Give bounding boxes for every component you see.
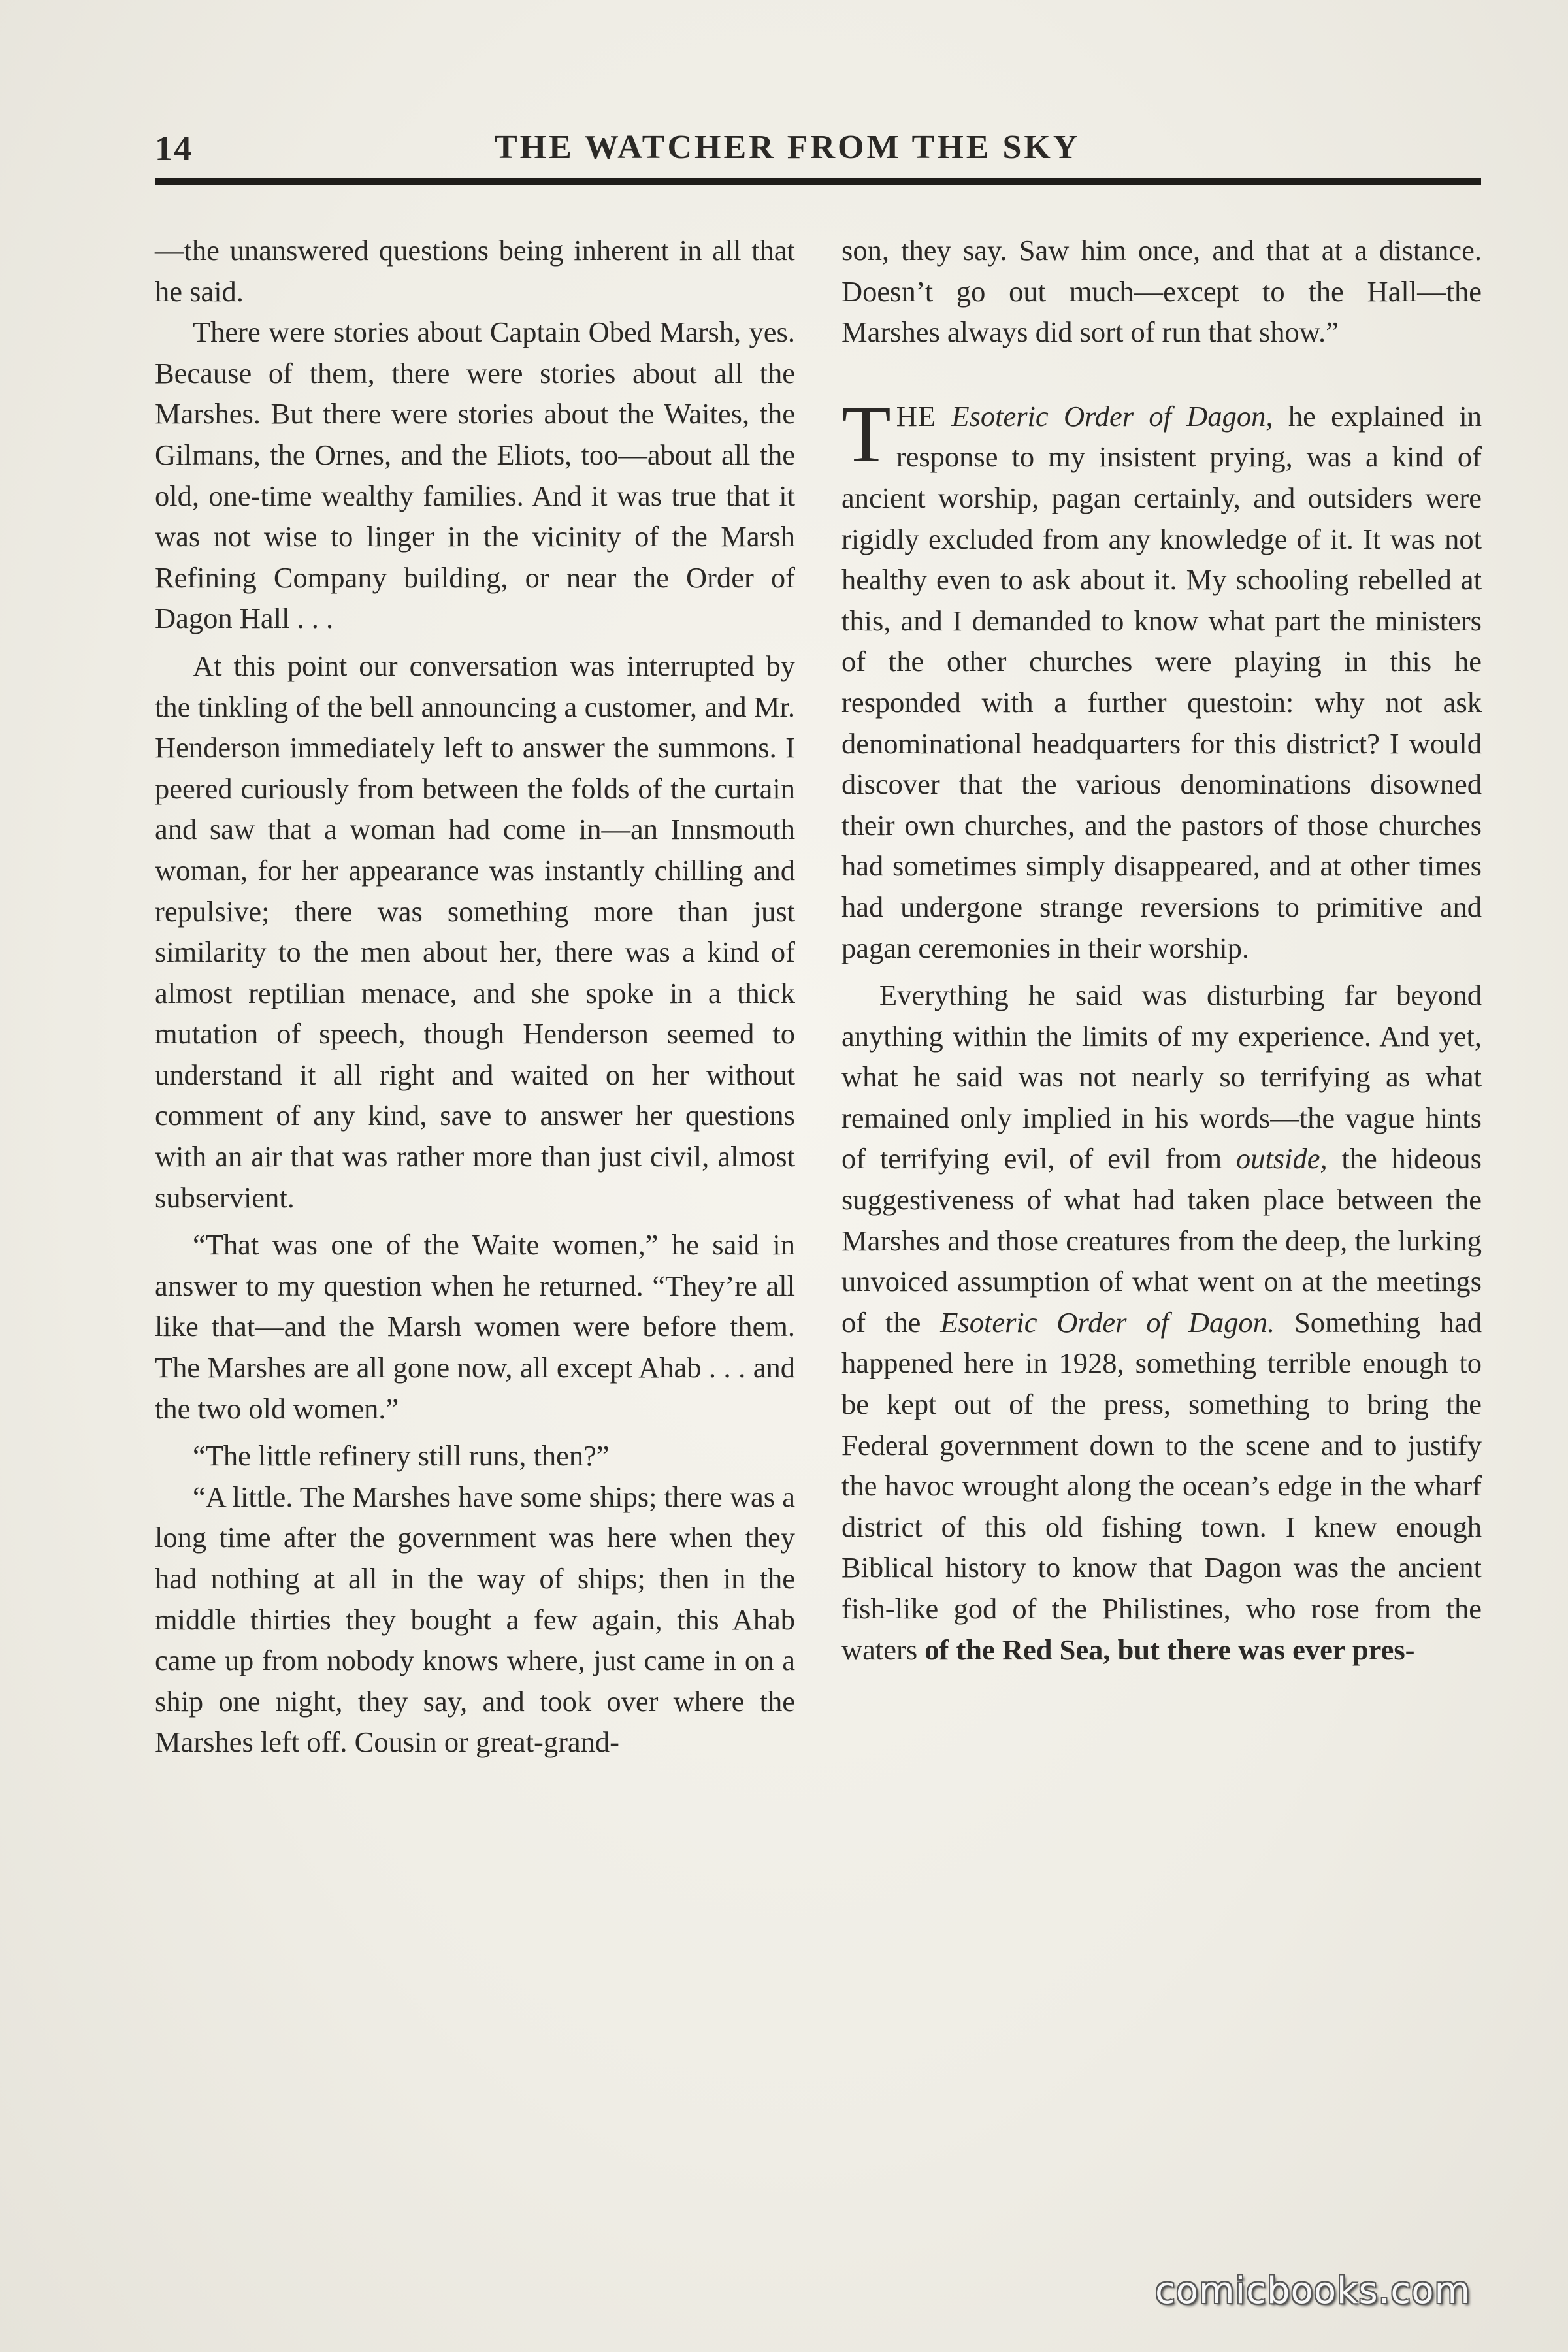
italic-text: outside,	[1235, 1142, 1328, 1175]
paragraph: “The little refinery still runs, then?”	[193, 1439, 610, 1473]
paragraph-text: the hideous suggestiveness of what had taken place between the Marshes and those creatures from the deep, the lurking unvoiced assumption of what went on at the meetings of the	[841, 1142, 1482, 1339]
watermark: comicbooks.com	[1155, 2270, 1471, 2312]
paragraph: “A little. The Marshes have some ships; there was a long time after the government was here when they had nothing at all in the way of ships; then in the middle thirties they bought a few again, this Ahab came up from nobody knows where, just came in on a ship one night, they say, and took over where the Marshes left off. Cousin or great-grand-	[155, 1480, 795, 1759]
page-number: 14	[155, 129, 193, 168]
section-opening-paragraph	[841, 389, 1482, 968]
paragraph-text: Something had happened here in 1928, something terrible enough to be kept out of the press, something to bring the Federal government down to the scene and to justify the havoc wrought along the ocean’s edge in the wharf district of this old fishing town. I knew enough Biblical history to know that Dagon was the ancient fish-like god of the Philistines, who rose from the waters	[841, 1305, 1482, 1666]
paragraph: son, they say. Saw him once, and that at a distance. Doesn’t go out much—except to the Hall—the Marshes always did sort of run that show.”	[841, 234, 1482, 349]
paragraph	[841, 975, 1482, 1670]
header-rule	[155, 178, 1481, 185]
paragraph-text: he explained in response to my insistent prying, was a kind of ancient worship, pagan certainly, and outsiders were rigidly excluded from any knowledge of it. It was not healthy even to ask about it. My schooling rebelled at this, and I demanded to know what part the ministers of the other churches were playing in this he responded with a further questoin: why not ask denominational headquarters for this district? I would discover that the various denominations disowned their own churches, and the pastors of those churches had sometimes simply disappeared, and at other times had undergone strange reversions to primitive and pagan ceremonies in their worship.	[841, 399, 1482, 964]
page-header	[155, 124, 1481, 176]
left-column	[155, 230, 795, 1763]
drop-cap: T	[841, 389, 891, 479]
paragraph-text: of the Red Sea, but there was ever pres-	[924, 1633, 1415, 1666]
italic-title: Esoteric Order of Dagon.	[940, 1305, 1275, 1339]
paragraph: —the unanswered questions being inherent in all that he said.	[155, 234, 795, 308]
paragraph-text: Everything he said was disturbing far beyond anything within the limits of my experience. And yet, what he said was not nearly so terrifying as what remained only implied in his words—the vague hints of terrifying evil, of evil from	[841, 979, 1482, 1175]
running-title: THE WATCHER FROM THE SKY	[495, 129, 1081, 166]
paragraph: At this point our conversation was interrupted by the tinkling of the bell announcing a customer, and Mr. Henderson immediately left to answer the summons. I peered curiously from between the folds of the curtain and saw that a woman had come in—an Innsmouth woman, for her appearance was instantly chilling and repulsive; there was something more than just similarity to the men about her, there was a kind of almost reptilian menace, and she spoke in a thick mutation of speech, though Henderson seemed to understand it all right and waited on her without comment of any kind, save to answer her questions with an air that was rather more than just civil, almost subservient.	[155, 649, 795, 1214]
small-caps-text: HE	[896, 399, 937, 433]
paragraph: “That was one of the Waite women,” he said in answer to my question when he returned. “They’re all like that—and the Marsh women were before them. The Marshes are all gone now, all except Ahab . . . and the two old women.”	[155, 1228, 795, 1425]
italic-title: Esoteric Order of Dagon,	[951, 399, 1273, 433]
paragraph: There were stories about Captain Obed Marsh, yes. Because of them, there were stories about all the Marshes. But there were stories about the Waites, the Gilmans, the Ornes, and the Eliots, too—about all the old, one-time wealthy families. And it was true that it was not wise to linger in the vicinity of the Marsh Refining Company building, or near the Order of Dagon Hall . . .	[155, 316, 795, 635]
right-column	[841, 230, 1482, 1670]
